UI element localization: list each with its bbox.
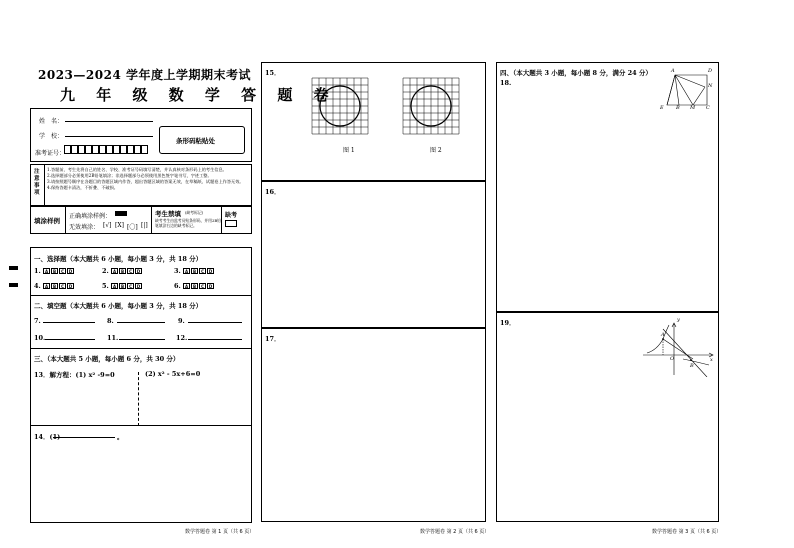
- absent-box[interactable]: [225, 220, 237, 227]
- q4-option-d[interactable]: D: [68, 284, 73, 289]
- absent-desc: 缺考考生由监考员贴条形码，并用2B铅笔填涂右边的缺考标记。: [155, 218, 221, 228]
- absent-box-label: 缺考: [225, 212, 238, 219]
- q15-box: [261, 62, 486, 181]
- figure-2-caption: 图 2: [430, 147, 442, 154]
- q4-label: 4.: [34, 282, 41, 290]
- notice-item-4: 4.保持答题卡清洁，不折叠、不破损。: [47, 185, 118, 190]
- correct-sample-mark: [115, 211, 127, 216]
- q2-row[interactable]: [102, 267, 143, 275]
- fig19-label-a: A: [661, 332, 665, 338]
- q1-option-c[interactable]: C: [59, 268, 66, 274]
- fig18-label-b: B: [676, 105, 680, 111]
- section1-title: 一、选择题（本大题共 6 小题，每小题 3 分，共 18 分）: [34, 255, 203, 263]
- q6-row[interactable]: [174, 282, 215, 290]
- page2-footer: 数学答题卷 第 2 页（共 6 页）: [420, 529, 490, 535]
- id-label: 准考证号：: [35, 150, 66, 157]
- wrong-mark-1: [√]: [103, 222, 112, 229]
- q19-box[interactable]: [496, 312, 719, 522]
- q12-label: 12.: [176, 334, 188, 342]
- q5-option-b[interactable]: B: [121, 284, 125, 289]
- notice-box: [30, 164, 252, 206]
- barcode-label: 条形码粘贴处: [176, 137, 215, 145]
- figure-1: [311, 77, 369, 137]
- notice-item-1: 1.答题前，考生先将自己的姓名、学校、准考证号码填写清楚，并认真核对条形码上的考生信息。: [47, 167, 227, 172]
- q5-option-a[interactable]: A: [113, 284, 117, 289]
- section2-title: 二、填空题（本大题共 6 小题，每小题 3 分，共 18 分）: [34, 302, 203, 310]
- q7-answer-line[interactable]: [43, 316, 95, 323]
- q7-label: 7.: [34, 317, 41, 325]
- q13-label: 13．解方程：(1) x² -9=0: [34, 371, 115, 379]
- wrong-mark-3: [〇]: [127, 224, 138, 231]
- wrong-mark-4: [|]: [141, 222, 148, 229]
- fig18-label-a: A: [671, 68, 675, 74]
- q1-option-d[interactable]: D: [68, 269, 73, 274]
- q1-row[interactable]: [34, 267, 75, 275]
- notice-item-2: 2.选择题部分必须使用2B铅笔填涂；非选择题部分必须使用黑色签字笔书写，字迹工整。: [47, 173, 212, 178]
- q14-end: 。: [117, 433, 124, 441]
- q2-option-c[interactable]: C: [127, 268, 134, 274]
- fig19-label-o: O: [670, 356, 675, 362]
- q18-box[interactable]: [496, 62, 719, 312]
- q3-label: 3.: [174, 267, 181, 275]
- q10-answer-line[interactable]: [45, 333, 95, 340]
- q12-answer-line[interactable]: [188, 333, 242, 340]
- barcode-area: [159, 126, 245, 154]
- school-label: 学 校：: [39, 133, 64, 140]
- q2-option-d[interactable]: D: [136, 269, 141, 274]
- q5-row[interactable]: [102, 282, 143, 290]
- sample-box: [30, 206, 252, 234]
- id-number-cells[interactable]: [64, 145, 148, 154]
- q19-label: 19．: [500, 319, 516, 327]
- q14-label: 14．(1): [34, 433, 61, 441]
- fig18-label-n: N: [708, 83, 713, 89]
- q8-answer-line[interactable]: [117, 316, 165, 323]
- q17-box[interactable]: [261, 328, 486, 522]
- q4-row[interactable]: [34, 282, 75, 290]
- q8-label: 8.: [107, 317, 114, 325]
- fig18-label-c: C: [706, 105, 710, 111]
- q6-option-b[interactable]: B: [193, 284, 197, 289]
- wrong-mark-2: [X]: [115, 222, 124, 229]
- page1-footer: 数学答题卷 第 1 页（共 6 页）: [185, 529, 255, 535]
- q3-option-d[interactable]: D: [208, 269, 213, 274]
- fig19-label-y: y: [677, 317, 680, 323]
- fig18-label-d: D: [708, 68, 713, 74]
- q2-option-b[interactable]: B: [121, 269, 125, 274]
- section3-title: 三、（本大题共 5 小题，每小题 6 分，共 30 分）: [34, 355, 180, 363]
- fig18-label-m: M: [690, 105, 696, 111]
- fig19-label-x: x: [710, 357, 713, 363]
- q4-option-b[interactable]: B: [53, 284, 57, 289]
- correct-sample-label: 正确填涂样例：: [69, 213, 112, 220]
- exam-title-line2: 九 年 级 数 学 答 题 卷: [60, 86, 337, 104]
- fig18-label-e: E: [660, 105, 664, 111]
- q3-row[interactable]: [174, 267, 215, 275]
- section4-title: 四、（本大题共 3 小题，每小题 8 分，满分 24 分）: [500, 69, 652, 77]
- page3-footer: 数学答题卷 第 3 页（共 6 页）: [652, 529, 722, 535]
- q9-answer-line[interactable]: [188, 316, 242, 323]
- q2-label: 2.: [102, 267, 109, 275]
- name-label: 姓 名：: [39, 118, 64, 125]
- q6-label: 6.: [174, 282, 181, 290]
- q11-answer-line[interactable]: [119, 333, 165, 340]
- q16-label: 16．: [265, 188, 281, 196]
- registration-mark-2: [9, 283, 18, 287]
- q5-label: 5.: [102, 282, 109, 290]
- figure-2: [402, 77, 460, 137]
- q4-option-c[interactable]: C: [59, 283, 66, 289]
- name-field[interactable]: [65, 115, 153, 122]
- q9-label: 9.: [178, 317, 185, 325]
- q17-label: 17．: [265, 335, 281, 343]
- info-box: [30, 108, 252, 162]
- figure-19: [641, 319, 715, 377]
- q3-option-c[interactable]: C: [199, 268, 206, 274]
- sample-side-label: 填涂样例: [34, 217, 60, 225]
- q6-option-a[interactable]: A: [185, 284, 189, 289]
- registration-mark-1: [9, 266, 18, 270]
- q1-label: 1.: [34, 267, 41, 275]
- q3-option-a[interactable]: A: [185, 269, 189, 274]
- q1-option-b[interactable]: B: [53, 269, 57, 274]
- absent-title: 考生禁填: [155, 210, 181, 218]
- answer-area-page1: [30, 247, 252, 523]
- q13-divider: [138, 372, 139, 426]
- q3-option-b[interactable]: B: [193, 269, 197, 274]
- exam-title-line1: 2023—2024 学年度上学期期末考试: [38, 68, 251, 82]
- notice-item-3: 3.请按照题号顺序在各题目的答题区域内作答，超出答题区域的答案无效，在草稿纸、试题卷上作答无效。: [47, 179, 244, 184]
- q1-option-a[interactable]: A: [45, 269, 49, 274]
- notice-side-label: 注意事项: [34, 169, 40, 196]
- q6-option-d[interactable]: D: [208, 284, 213, 289]
- q4-option-a[interactable]: A: [45, 284, 49, 289]
- q13b-label: (2) x² - 5x+6=0: [145, 370, 201, 378]
- q11-label: 11.: [107, 334, 119, 342]
- q6-option-c[interactable]: C: [199, 283, 206, 289]
- q5-option-c[interactable]: C: [127, 283, 134, 289]
- fig19-label-b: B: [690, 363, 694, 369]
- wrong-sample-label: 无效填涂：: [69, 224, 100, 231]
- school-field[interactable]: [65, 130, 153, 137]
- q10-label: 10.: [34, 334, 46, 342]
- absent-note: (缺考标记): [185, 210, 204, 215]
- q5-option-d[interactable]: D: [136, 284, 141, 289]
- q16-box[interactable]: [261, 181, 486, 328]
- q14-answer-line[interactable]: [53, 431, 115, 438]
- figure-1-caption: 图 1: [343, 147, 355, 154]
- q18-label: 18.: [500, 79, 512, 87]
- q2-option-a[interactable]: A: [113, 269, 117, 274]
- q15-label: 15．: [265, 69, 281, 77]
